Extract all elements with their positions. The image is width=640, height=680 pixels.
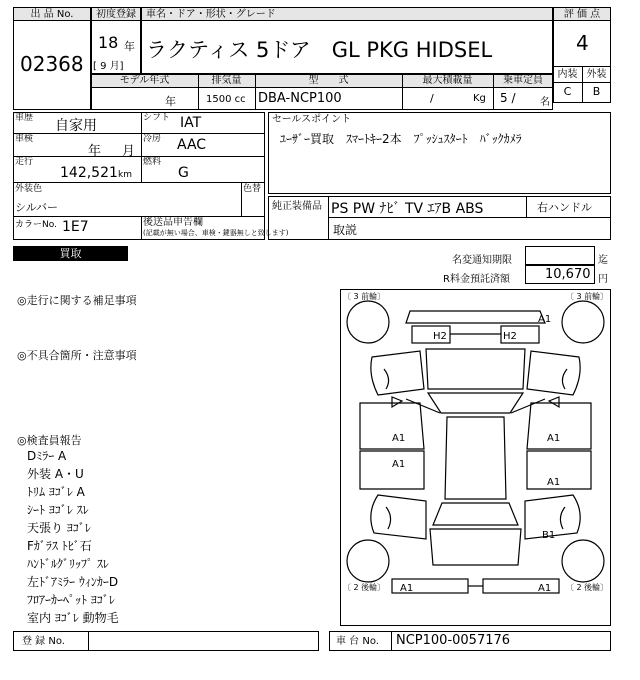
mark-headlight-right: H2 <box>503 331 517 342</box>
inspection-label: 車検 <box>15 134 34 144</box>
mileage-label: 走行 <box>15 157 34 167</box>
ac-label: 冷房 <box>143 134 162 144</box>
shift: IAT <box>180 115 202 131</box>
score: 4 <box>576 31 589 55</box>
rear-left-tire <box>347 540 389 582</box>
mark-right-front-door: A1 <box>547 433 561 444</box>
steering: 右ハンドル <box>537 201 592 214</box>
max-load-unit: Kg <box>473 93 486 104</box>
displacement: 1500 cc <box>206 94 246 105</box>
mark-left-front-door: A1 <box>392 433 406 444</box>
name-change-label: 名変通知期限 <box>452 255 512 266</box>
roof <box>445 417 506 499</box>
inspector-line: ﾊﾝﾄﾞﾙｸﾞﾘｯﾌﾟ ｽﾚ <box>27 557 109 571</box>
hood <box>426 349 525 389</box>
front-bumper <box>406 311 545 323</box>
back-door <box>430 529 521 565</box>
recycle-unit: 円 <box>598 274 608 285</box>
ext-color-label: 外装色 <box>15 184 43 194</box>
mark-rear-bumper-left: A1 <box>400 583 414 594</box>
reg-month: [ 9 月] <box>93 61 124 72</box>
mark-front-bumper: A1 <box>538 314 552 325</box>
tire-top-right: 〔 3 前輪〕 <box>566 292 609 301</box>
left-front-fender <box>371 351 424 395</box>
recycle-value: 10,670 <box>545 267 591 282</box>
mark-headlight-left: H2 <box>433 331 447 342</box>
chassis-no: NCP100-0057176 <box>396 633 511 648</box>
mileage: 142,521 <box>60 165 118 181</box>
chassis-label: 車 台 No. <box>336 636 379 647</box>
inspector-lines <box>27 447 119 627</box>
inspector-line: ｼｰﾄ ﾖｺﾞﾚ ｽﾚ <box>27 503 89 517</box>
tire-bottom-right: 〔 2 後輪〕 <box>566 583 609 592</box>
recycle-label: R料金預託済額 <box>443 274 510 285</box>
post-doc-note: (記載が無い場合、車検・鍵器無しと致します) <box>143 229 289 237</box>
windshield <box>428 393 523 413</box>
model-year-label: モデル年式 <box>119 75 170 86</box>
inspector-label: ◎検査員報告 <box>17 434 82 447</box>
purchase-badge: 買取 <box>13 246 128 261</box>
shift-label: シフト <box>143 113 171 123</box>
inspector-line: Fｶﾞﾗｽ ﾄﾋﾞ石 <box>27 539 92 553</box>
capacity-unit: 名 <box>540 97 550 108</box>
ext-color: シルバー <box>15 201 58 214</box>
equipment-label: 純正装備品 <box>272 201 322 212</box>
tire-top-left: 〔 3 前輪〕 <box>343 292 386 301</box>
post-doc-value: 取説 <box>333 223 358 237</box>
name-change-unit: 迄 <box>598 255 608 266</box>
inspection-year: 年 <box>88 144 102 159</box>
repaint-label: 色替 <box>243 184 262 194</box>
inspector-line: Dﾐﾗｰ A <box>27 449 67 463</box>
model-name-label: 車名・ドア・形状・グレード <box>141 7 553 21</box>
post-doc-label: 後送品申告欄 <box>143 217 203 228</box>
displacement-label: 排気量 <box>211 75 242 86</box>
inspector-line: 左ﾄﾞｱﾐﾗｰ ｳｨﾝｶｰD <box>27 575 119 589</box>
color-no-label: カラーNo. <box>15 220 57 230</box>
mark-left-rear-door: A1 <box>392 459 406 470</box>
inspector-line: 室内 ﾖｺﾞﾚ 動物毛 <box>27 611 119 625</box>
lot-no: 02368 <box>20 52 84 76</box>
mark-rear-bumper-right: A1 <box>538 583 552 594</box>
defects-label: ◎不具合箇所・注意事項 <box>17 349 137 362</box>
rear-window <box>433 503 518 525</box>
reg-year: 18 <box>98 33 119 52</box>
front-right-tire <box>562 301 604 343</box>
type-label: 型 式 <box>308 75 349 86</box>
exterior-label: 外装 <box>586 69 607 80</box>
capacity: 5 / <box>500 91 516 105</box>
name-change-field <box>525 246 595 265</box>
inspector-line: 外装 A・U <box>27 467 84 481</box>
max-load-label: 最大積載量 <box>422 75 473 86</box>
model-type: DBA-NCP100 <box>258 91 342 106</box>
mark-right-rear-door: A1 <box>547 477 561 488</box>
inspection-month: 月 <box>122 144 136 159</box>
car-outline-diagram <box>340 289 611 626</box>
inspector-line: ﾌﾛｱｰｶｰﾍﾟｯﾄ ﾖｺﾞﾚ <box>27 593 115 607</box>
mark-right-rear-fender: B1 <box>542 530 556 541</box>
driving-notes-label: ◎走行に関する補足事項 <box>17 294 137 307</box>
first-reg-label: 初度登録 <box>91 7 141 21</box>
left-rear-fender <box>371 495 426 539</box>
interior-label: 内装 <box>557 69 578 80</box>
tire-bottom-left: 〔 2 後輪〕 <box>343 583 386 592</box>
capacity-label: 乗車定員 <box>503 75 543 86</box>
exterior-grade: B <box>592 85 601 98</box>
interior-grade: C <box>563 85 572 98</box>
rear-right-tire <box>562 540 604 582</box>
ac: AAC <box>177 137 207 153</box>
fuel-label: 燃料 <box>143 157 162 167</box>
max-load-slash: / <box>430 92 434 105</box>
sales-point-label: セールスポイント <box>272 114 352 125</box>
history: 自家用 <box>55 118 97 134</box>
mileage-unit: km <box>118 170 132 180</box>
model-year-unit: 年 <box>165 95 176 108</box>
reg-no-label: 登 録 No. <box>22 636 65 647</box>
history-label: 車歴 <box>15 113 34 123</box>
right-front-fender <box>527 351 580 395</box>
model-name: ラクティス 5ドア GL PKG HIDSEL <box>146 38 493 62</box>
lot-no-label: 出 品 No. <box>13 7 91 21</box>
inspector-line: ﾄﾘﾑ ﾖｺﾞﾚ A <box>27 485 85 499</box>
inspector-line: 天張り ﾖｺﾞﾚ <box>27 521 91 535</box>
equipment-value: PS PW ﾅﾋﾞ TV ｴｱB ABS <box>331 201 484 217</box>
left-rear-door <box>360 451 424 489</box>
reg-year-unit: 年 <box>124 40 135 53</box>
fuel: G <box>178 165 189 181</box>
front-left-tire <box>347 301 389 343</box>
sales-point-text: ﾕｰｻﾞｰ買取 ｽﾏｰﾄｷｰ2本 ﾌﾟｯｼｭｽﾀｰﾄ ﾊﾞｯｸｶﾒﾗ <box>280 132 522 146</box>
score-label: 評 価 点 <box>553 7 611 21</box>
color-no: 1E7 <box>62 219 89 235</box>
